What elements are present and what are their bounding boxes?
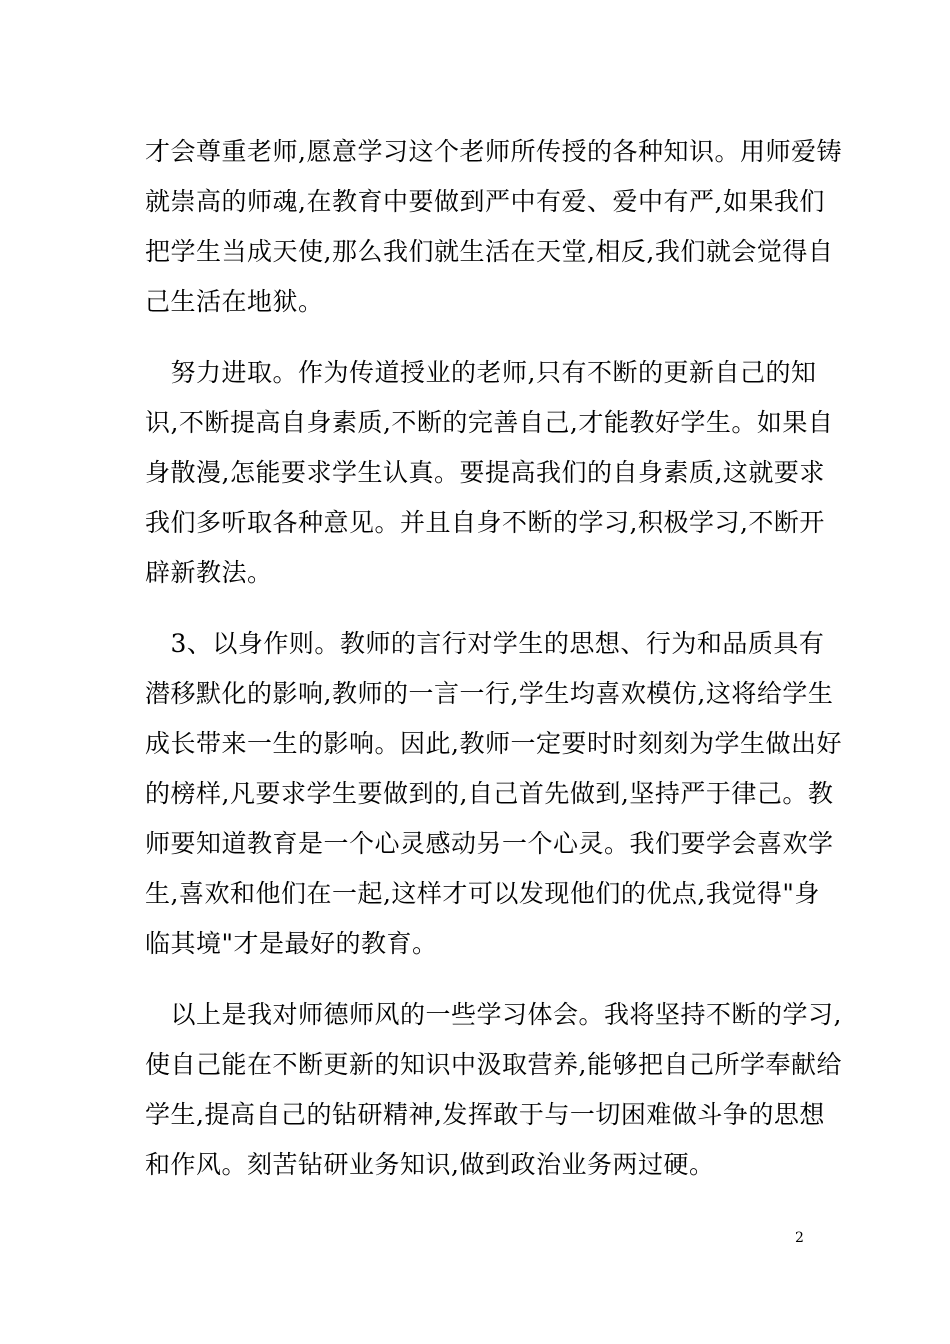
text-line: 学生,提高自己的钻研精神,发挥敢于与一切困难做斗争的思想	[145, 1100, 825, 1129]
text-line: 才会尊重老师,愿意学习这个老师所传授的各种知识。用师爱铸	[145, 137, 842, 166]
text-line: 努力进取。作为传道授业的老师,只有不断的更新自己的知	[145, 358, 817, 387]
text-line: 潜移默化的影响,教师的一言一行,学生均喜欢模仿,这将给学生	[145, 679, 834, 708]
text-line: 师要知道教育是一个心灵感动另一个心灵。我们要学会喜欢学	[145, 829, 834, 858]
text-line: 就崇高的师魂,在教育中要做到严中有爱、爱中有严,如果我们	[145, 187, 825, 216]
text-line: 己生活在地狱。	[145, 287, 324, 316]
text-line: 使自己能在不断更新的知识中汲取营养,能够把自己所学奉献给	[145, 1050, 842, 1079]
page-number: 2	[795, 1230, 804, 1246]
text-line: 和作风。刻苦钻研业务知识,做到政治业务两过硬。	[145, 1150, 715, 1179]
text-line: 生,喜欢和他们在一起,这样才可以发现他们的优点,我觉得"身	[145, 879, 820, 908]
text-line: 我们多听取各种意见。并且自身不断的学习,积极学习,不断开	[145, 508, 825, 537]
text-line: 临其境"才是最好的教育。	[145, 929, 438, 958]
text-line: 把学生当成天使,那么我们就生活在天堂,相反,我们就会觉得自	[145, 237, 834, 266]
text-line: 辟新教法。	[145, 558, 273, 587]
text-line: 以上是我对师德师风的一些学习体会。我将坚持不断的学习,	[145, 1000, 842, 1029]
text-line: 成长带来一生的影响。因此,教师一定要时时刻刻为学生做出好	[145, 729, 842, 758]
text-line: 身散漫,怎能要求学生认真。要提高我们的自身素质,这就要求	[145, 458, 825, 487]
text-line: 3、以身作则。教师的言行对学生的思想、行为和品质具有	[145, 629, 825, 658]
text-line: 的榜样,凡要求学生要做到的,自己首先做到,坚持严于律己。教	[145, 779, 834, 808]
text-line: 识,不断提高自身素质,不断的完善自己,才能教好学生。如果自	[145, 408, 834, 437]
